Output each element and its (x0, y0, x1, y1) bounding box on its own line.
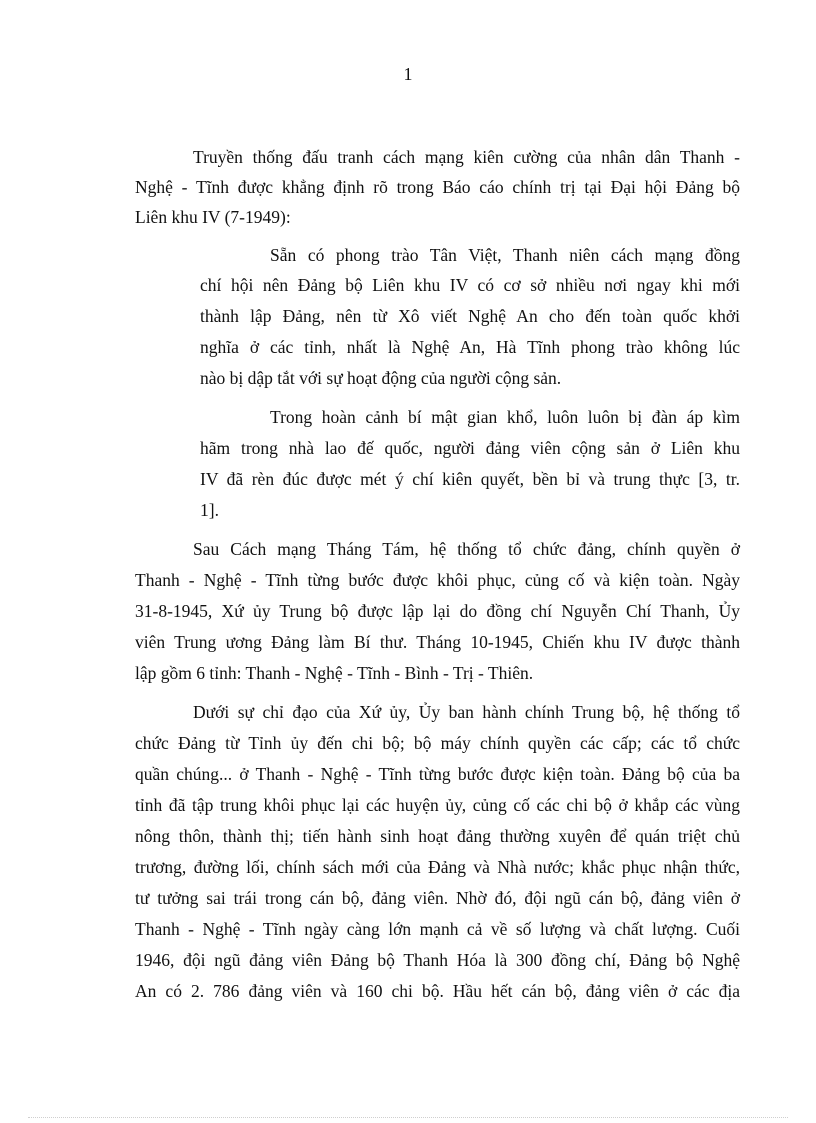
text-line: IV đã rèn đúc được mét ý chí kiên quyết, bền bỉ và trung thực [3, tr. (200, 469, 740, 489)
text-line: Liên khu IV (7-1949): (135, 207, 291, 227)
text-line: An có 2. 786 đảng viên và 160 chi bộ. Hầu hết cán bộ, đảng viên ở các địa (135, 981, 740, 1001)
text-line: quần chúng... ở Thanh - Nghệ - Tĩnh từng bước được kiện toàn. Đảng bộ của ba (135, 764, 740, 784)
text-line: chí hội nên Đảng bộ Liên khu IV có cơ sở nhiều nơi ngay khi mới (200, 275, 740, 295)
text-line: chức Đảng từ Tỉnh ủy đến chi bộ; bộ máy chính quyền các cấp; các tổ chức (135, 733, 740, 753)
text-line: nào bị dập tắt với sự hoạt động của người cộng sản. (200, 368, 562, 388)
text-line: Thanh - Nghệ - Tĩnh từng bước được khôi phục, củng cố và kiện toàn. Ngày (135, 570, 740, 590)
text-line: 31-8-1945, Xứ ủy Trung bộ được lập lại do đồng chí Nguyễn Chí Thanh, Ủy (135, 601, 740, 621)
page-bottom-rule (28, 1117, 788, 1118)
text-line: Nghệ - Tĩnh được khẳng định rõ trong Báo cáo chính trị tại Đại hội Đảng bộ (135, 177, 740, 197)
text-line: 1946, đội ngũ đảng viên Đảng bộ Thanh Hóa là 300 đồng chí, Đảng bộ Nghệ (135, 950, 740, 970)
text-line: 1]. (200, 500, 219, 520)
text-line: viên Trung ương Đảng làm Bí thư. Tháng 10-1945, Chiến khu IV được thành (135, 632, 740, 652)
text-line: Trong hoàn cảnh bí mật gian khổ, luôn luôn bị đàn áp kìm (270, 407, 740, 427)
text-line: tỉnh đã tập trung khôi phục lại các huyện ủy, củng cố các chi bộ ở khắp các vùng (135, 795, 740, 815)
text-line: nông thôn, thành thị; tiến hành sinh hoạt đảng thường xuyên để quán triệt chủ (135, 826, 740, 846)
text-line: hãm trong nhà lao đế quốc, người đảng viên cộng sản ở Liên khu (200, 438, 740, 458)
text-line: Sau Cách mạng Tháng Tám, hệ thống tổ chức đảng, chính quyền ở (193, 539, 740, 559)
text-line: tư tưởng sai trái trong cán bộ, đảng viên. Nhờ đó, đội ngũ cán bộ, đảng viên ở (135, 888, 740, 908)
text-line: Truyền thống đấu tranh cách mạng kiên cường của nhân dân Thanh - (193, 147, 740, 167)
text-line: nghĩa ở các tỉnh, nhất là Nghệ An, Hà Tĩnh phong trào không lúc (200, 337, 740, 357)
text-line: lập gồm 6 tỉnh: Thanh - Nghệ - Tĩnh - Bình - Trị - Thiên. (135, 663, 534, 683)
text-line: trương, đường lối, chính sách mới của Đảng và Nhà nước; khắc phục nhận thức, (135, 857, 740, 877)
text-line: Dưới sự chỉ đạo của Xứ ủy, Ủy ban hành chính Trung bộ, hệ thống tổ (193, 702, 740, 722)
text-line: Thanh - Nghệ - Tĩnh ngày càng lớn mạnh cả về số lượng và chất lượng. Cuối (135, 919, 740, 939)
page-number: 1 (403, 64, 413, 84)
text-line: thành lập Đảng, nên từ Xô viết Nghệ An cho đến toàn quốc khởi (200, 306, 740, 326)
text-line: Sẵn có phong trào Tân Việt, Thanh niên cách mạng đồng (270, 245, 740, 265)
